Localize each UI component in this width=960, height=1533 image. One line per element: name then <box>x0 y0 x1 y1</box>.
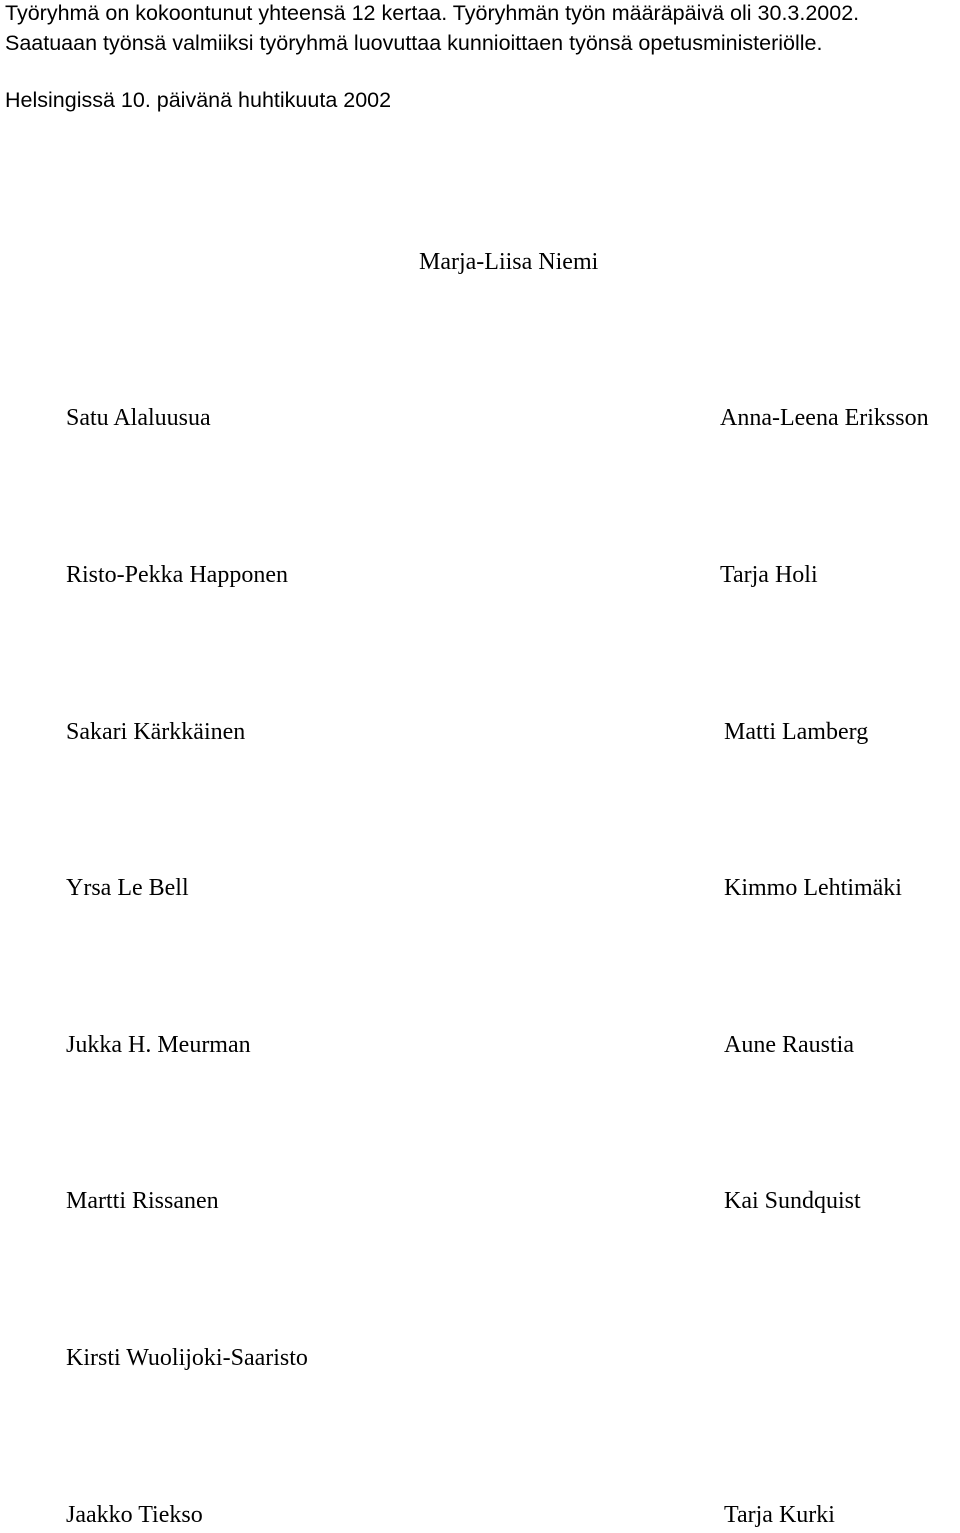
place-date: Helsingissä 10. päivänä huhtikuuta 2002 <box>5 88 392 112</box>
signature-name-left: Jaakko Tiekso <box>66 1502 203 1528</box>
signature-name-right: Tarja Holi <box>720 562 818 588</box>
signature-name-right: Anna-Leena Eriksson <box>720 405 929 431</box>
signature-name-left: Yrsa Le Bell <box>66 875 189 901</box>
chair-signature-name: Marja-Liisa Niemi <box>419 249 599 275</box>
signature-name-right: Tarja Kurki <box>724 1502 835 1528</box>
signature-name-right: Kimmo Lehtimäki <box>724 875 902 901</box>
signature-name-left: Martti Rissanen <box>66 1188 219 1214</box>
signature-name-left: Jukka H. Meurman <box>66 1032 251 1058</box>
signature-name-right: Matti Lamberg <box>724 719 869 745</box>
signature-name-left: Kirsti Wuolijoki-Saaristo <box>66 1345 308 1371</box>
intro-line-1: Työryhmä on kokoontunut yhteensä 12 kertaa. Työryhmän työn määräpäivä oli 30.3.2002. <box>5 1 860 25</box>
signature-name-right: Aune Raustia <box>724 1032 854 1058</box>
signature-name-left: Satu Alaluusua <box>66 405 211 431</box>
signature-name-left: Sakari Kärkkäinen <box>66 719 246 745</box>
intro-line-2: Saatuaan työnsä valmiiksi työryhmä luovuttaa kunnioittaen työnsä opetusministeriölle. <box>5 31 823 55</box>
signature-name-right: Kai Sundquist <box>724 1188 861 1214</box>
signature-name-left: Risto-Pekka Happonen <box>66 562 288 588</box>
